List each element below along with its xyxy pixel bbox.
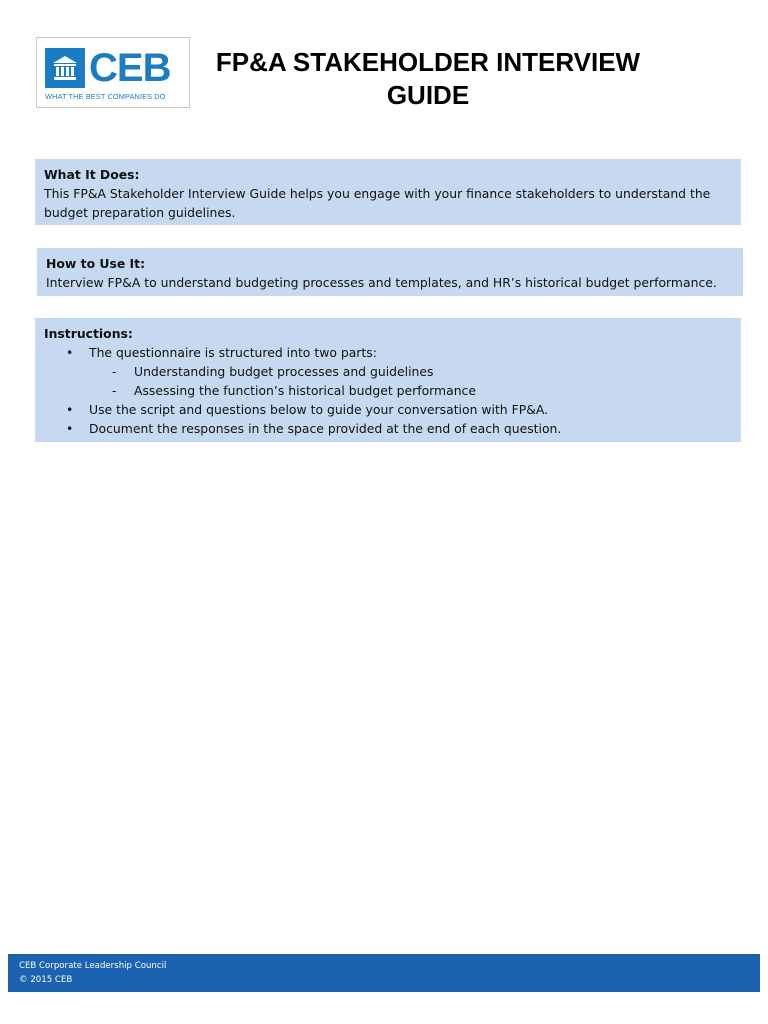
instructions-list [44, 343, 732, 438]
bullet-icon: • [66, 345, 74, 360]
what-it-does-heading: What It Does: [44, 167, 140, 182]
title-line-2: GUIDE [386, 80, 470, 110]
dash-icon: - [112, 364, 117, 379]
footer-council-name: CEB Corporate Leadership Council [19, 961, 167, 971]
list-item-text: Use the script and questions below to guide your conversation with FP&A. [89, 402, 549, 417]
bullet-icon: • [66, 402, 74, 417]
sub-list-item [44, 381, 732, 400]
page-title [198, 46, 658, 112]
what-it-does-section [35, 159, 741, 225]
ceb-logo [36, 37, 190, 108]
what-it-does-body: This FP&A Stakeholder Interview Guide helps you engage with your finance stakeholders to understand the budget preparation guidelines. [44, 186, 711, 220]
instructions-heading: Instructions: [44, 326, 133, 341]
dash-icon: - [112, 383, 117, 398]
instructions-section [35, 318, 741, 442]
page-footer [8, 954, 760, 992]
list-item [44, 419, 732, 438]
building-icon [45, 48, 85, 88]
footer-copyright: © 2015 CEB [19, 975, 73, 985]
list-item-text: The questionnaire is structured into two parts: [89, 345, 377, 360]
logo-wordmark: CEB [89, 46, 171, 90]
how-to-use-body: Interview FP&A to understand budgeting processes and templates, and HR’s historical budget performance. [46, 275, 717, 290]
list-item-text: Document the responses in the space provided at the end of each question. [89, 421, 562, 436]
list-item [44, 343, 732, 362]
title-line-1: FP&A STAKEHOLDER INTERVIEW [215, 47, 641, 77]
list-item [44, 400, 732, 419]
sub-list-item-text: Understanding budget processes and guidelines [134, 364, 434, 379]
sub-list-item-text: Assessing the function’s historical budget performance [134, 383, 476, 398]
how-to-use-heading: How to Use It: [46, 256, 146, 271]
logo-tagline: WHAT THE BEST COMPANIES DO [45, 92, 166, 101]
sub-list-item [44, 362, 732, 381]
bullet-icon: • [66, 421, 74, 436]
how-to-use-section [37, 248, 743, 296]
